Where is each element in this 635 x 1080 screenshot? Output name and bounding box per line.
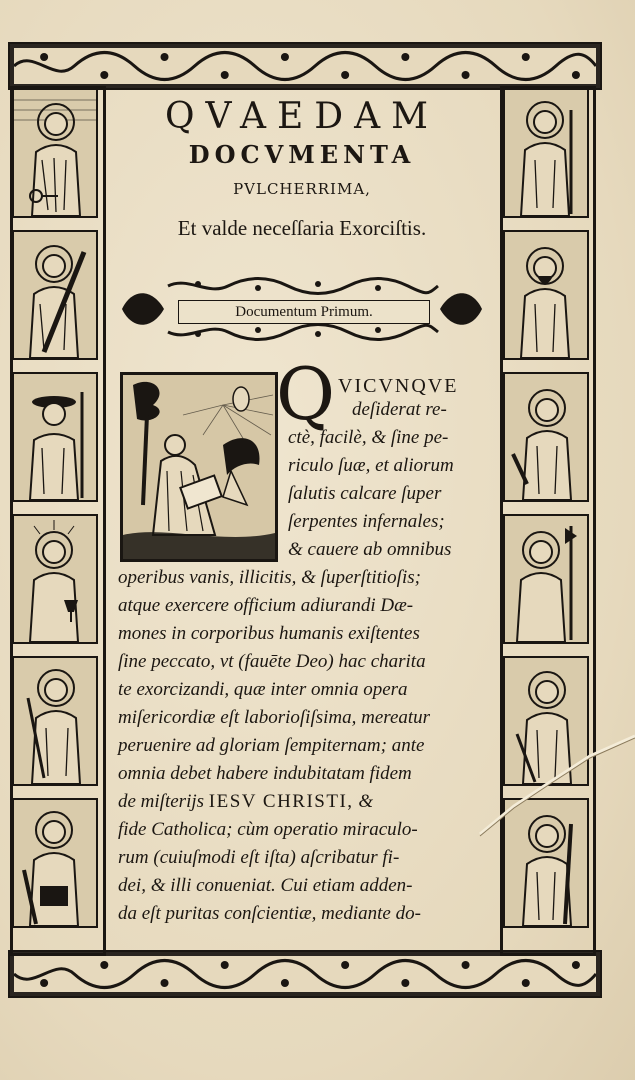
body-line: da eſt puritas conſcientiæ, mediante do- bbox=[118, 903, 421, 924]
saint-john-woodcut bbox=[120, 372, 278, 562]
body-line: deſiderat re- bbox=[352, 399, 447, 420]
small-caps-name: IESV CHRISTI, bbox=[208, 791, 354, 812]
body-line: riculo ſuæ, et aliorum bbox=[288, 455, 454, 476]
saint-with-book-icon bbox=[14, 800, 96, 926]
top-ornamental-border bbox=[8, 42, 602, 90]
body-line: miſericordiæ eſt laborioſiſsima, mereatur bbox=[118, 707, 431, 728]
body-line: mones in corporibus humanis exiſtentes bbox=[118, 623, 420, 644]
saint-with-tool-icon bbox=[505, 658, 587, 784]
body-line: & cauere ab omnibus bbox=[288, 539, 452, 560]
body-text: & bbox=[353, 791, 374, 812]
saint-woodcut bbox=[12, 656, 98, 786]
saint-woodcut bbox=[503, 798, 589, 928]
body-line bbox=[118, 790, 373, 814]
body-line: fide Catholica; cùm operatio miraculo- bbox=[118, 819, 418, 840]
saint-with-chalice-icon bbox=[14, 516, 96, 642]
section-heading: Documentum Primum. bbox=[178, 300, 430, 324]
saint-woodcut bbox=[12, 372, 98, 502]
body-line: rum (cuiuſmodi eſt iſta) aſcribatur fi- bbox=[118, 847, 400, 868]
left-saints-column bbox=[12, 88, 98, 940]
evangelist-with-eagle-icon bbox=[123, 375, 275, 559]
title-line-3: PVLCHERRIMA, bbox=[233, 180, 371, 198]
title-line-2: DOCVMENTA bbox=[188, 140, 416, 169]
body-line: operibus vanis, illicitis, & ſuperſtitioſis; bbox=[118, 567, 421, 588]
body-line: omnia debet habere indubitatam fidem bbox=[118, 763, 412, 784]
saint-woodcut bbox=[12, 230, 98, 360]
drop-cap: Q bbox=[276, 352, 336, 436]
right-saints-column bbox=[503, 88, 589, 940]
saint-woodcut bbox=[12, 514, 98, 644]
bearded-saint-icon bbox=[505, 232, 587, 358]
saint-with-staff-icon bbox=[505, 90, 587, 216]
saint-with-sword-icon bbox=[14, 658, 96, 784]
saint-woodcut bbox=[503, 372, 589, 502]
saint-woodcut bbox=[12, 88, 98, 218]
saint-woodcut bbox=[503, 656, 589, 786]
body-line: ſine peccato, vt (fauēte Deo) hac charita bbox=[118, 651, 426, 672]
title-line-1: QVAEDAM bbox=[164, 96, 440, 137]
body-line: ctè, facilè, & ſine pe- bbox=[288, 427, 449, 448]
title-line-4: Et valde neceſſaria Exorciſtis. bbox=[177, 216, 427, 240]
saint-with-halberd-icon bbox=[505, 516, 587, 642]
body-text: de miſterijs bbox=[118, 791, 209, 812]
saint-with-cross-icon bbox=[14, 232, 96, 358]
body-line: ſerpentes infernales; bbox=[288, 511, 445, 532]
body-line: atque exercere officium adiurandi Dæ- bbox=[118, 595, 414, 616]
body-line: te exorcizandi, quæ inter omnia opera bbox=[118, 679, 408, 700]
scroll-ornament-icon bbox=[14, 956, 596, 992]
saint-woodcut bbox=[503, 88, 589, 218]
body-line: ſalutis calcare ſuper bbox=[288, 483, 442, 504]
saint-with-hat-icon bbox=[14, 374, 96, 500]
scroll-ornament-icon bbox=[14, 48, 596, 84]
body-line: peruenire ad gloriam ſempiternam; ante bbox=[118, 735, 425, 756]
bottom-ornamental-border bbox=[8, 950, 602, 998]
saint-with-keys-icon bbox=[14, 90, 96, 216]
saint-with-knife-icon bbox=[505, 374, 587, 500]
saint-woodcut bbox=[12, 798, 98, 928]
saint-woodcut bbox=[503, 230, 589, 360]
saint-woodcut bbox=[503, 514, 589, 644]
body-line: VICVNQVE bbox=[338, 375, 459, 397]
body-line: dei, & illi conueniat. Cui etiam adden- bbox=[118, 875, 413, 896]
saint-with-club-icon bbox=[505, 800, 587, 926]
